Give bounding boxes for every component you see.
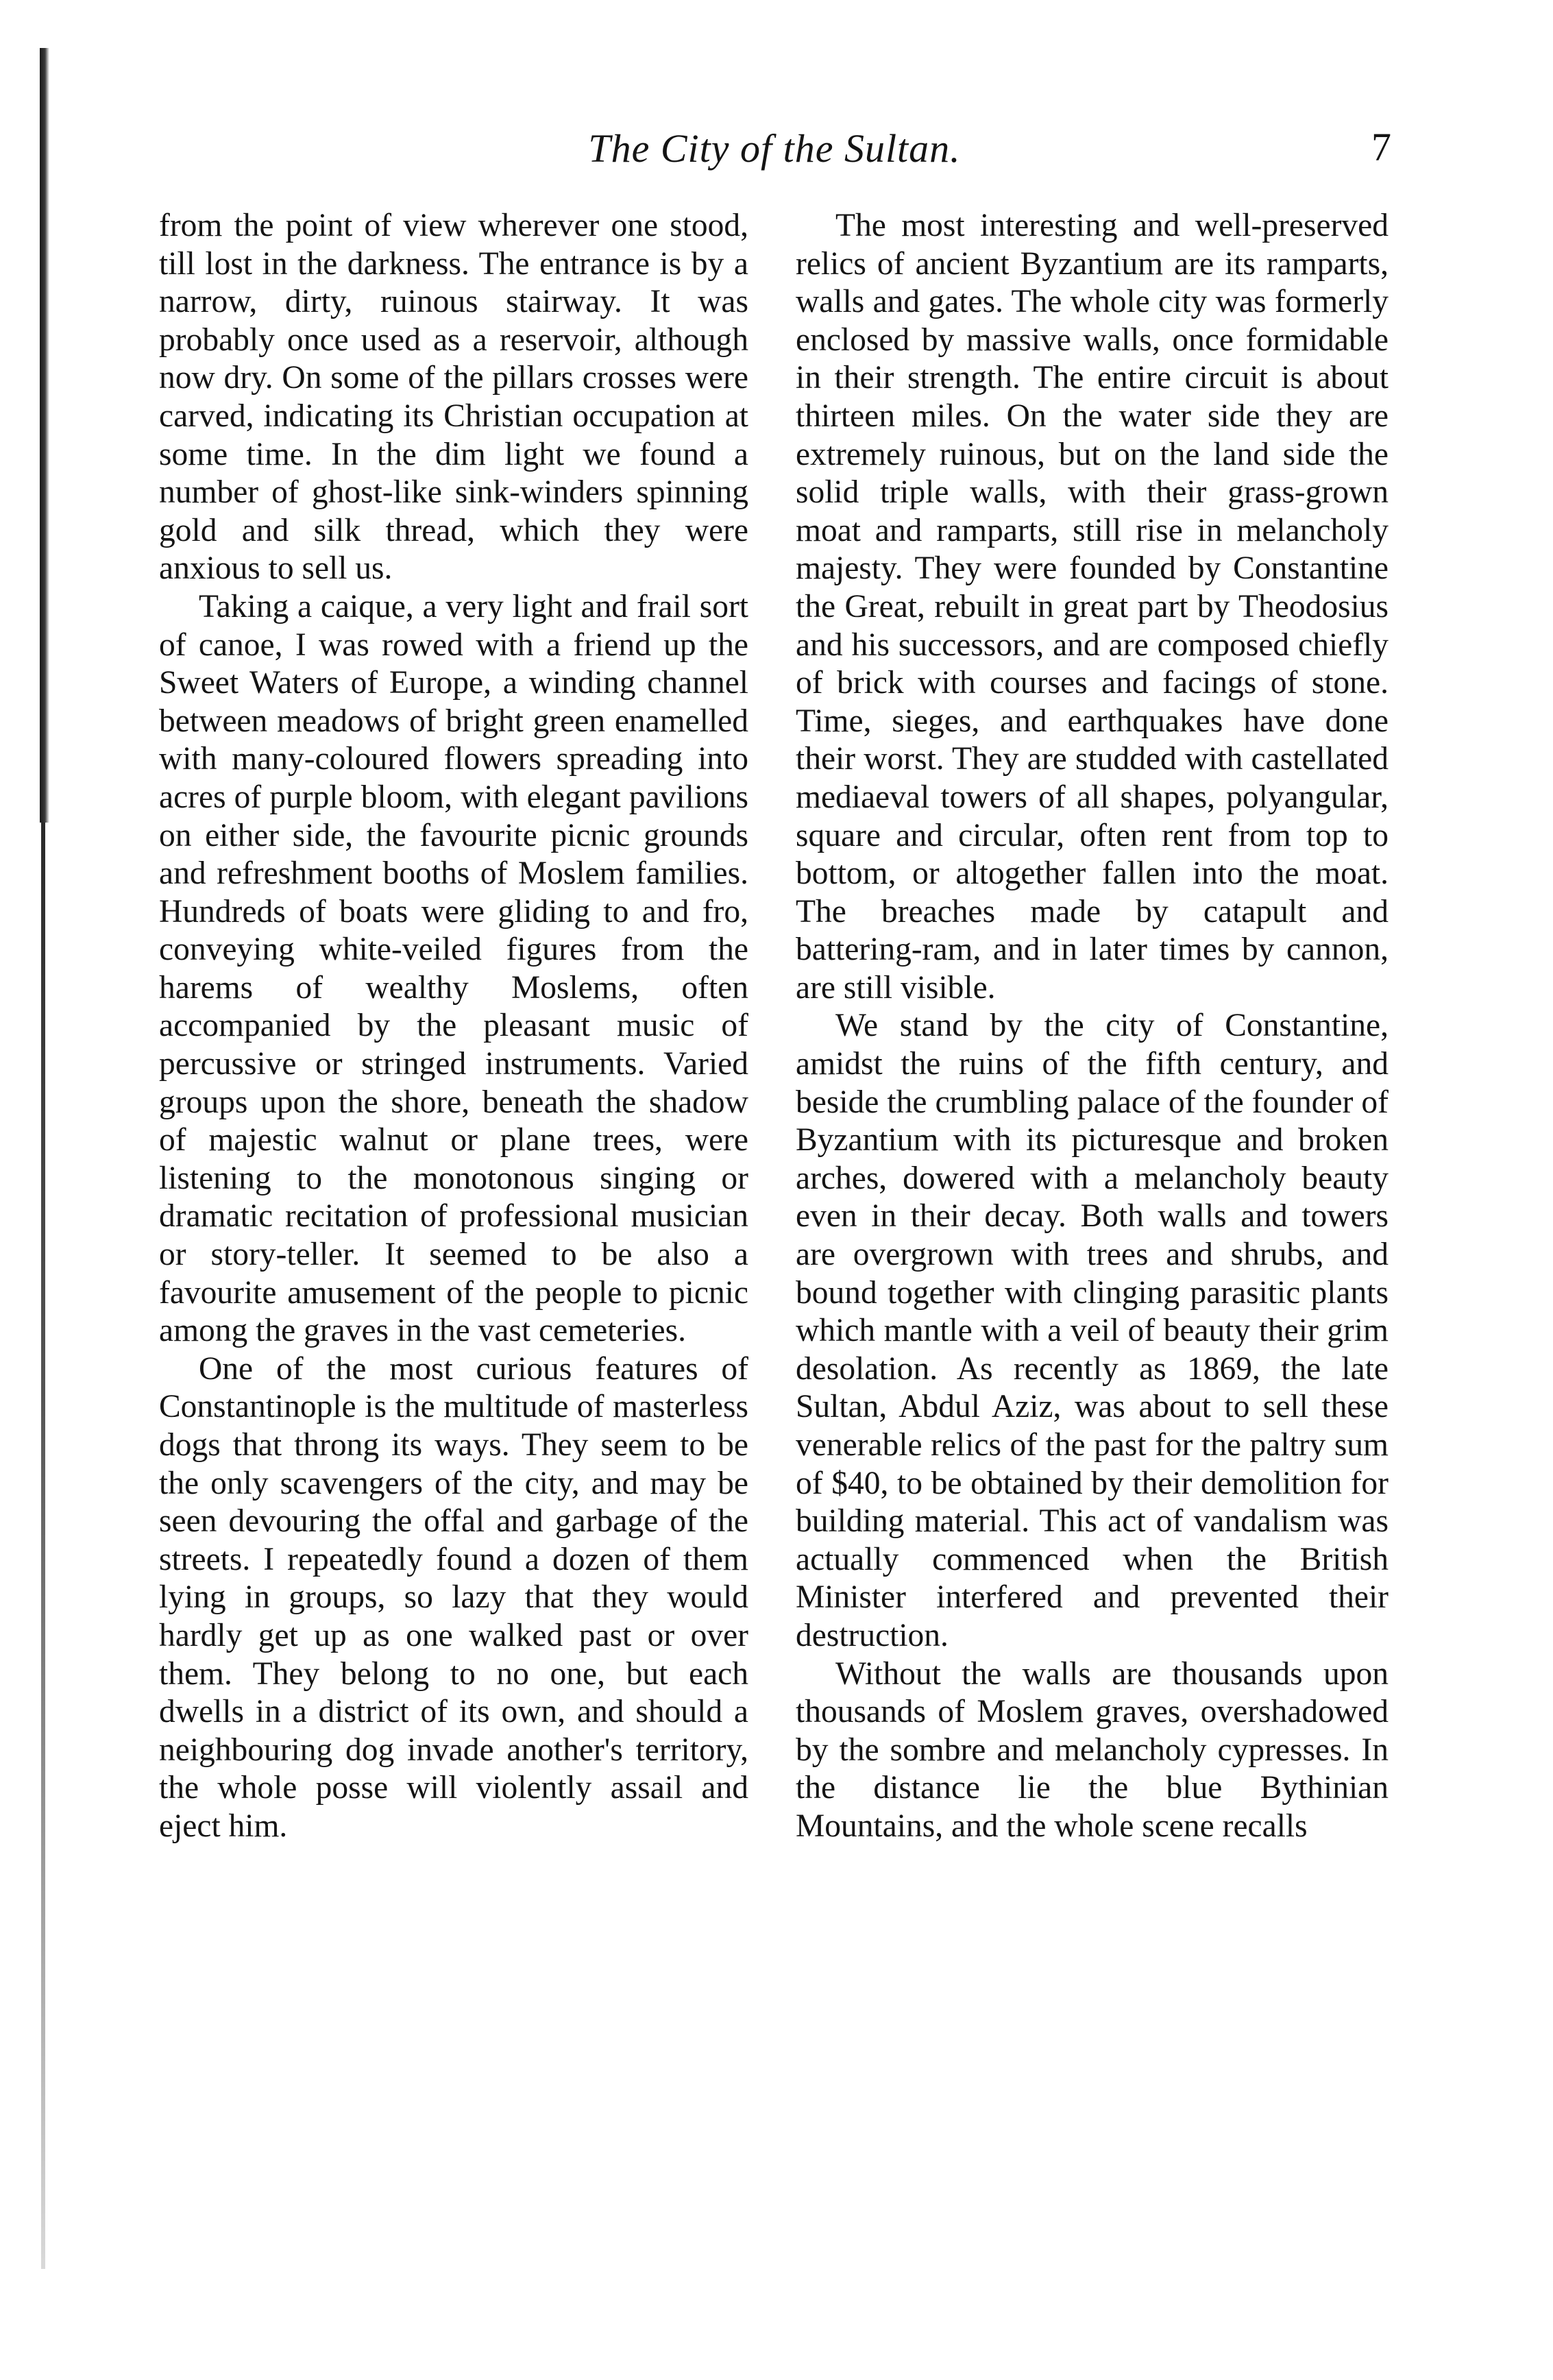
paragraph: We stand by the city of Constantine, amidst the ruins of the fifth century, and beside the crumbling palace of the founder of Byzantium with its picturesque and broken arches, dowered with a melancholy beauty even in their decay. Both walls and towers are overgrown with trees and shrubs, and bound together with clinging parasitic plants which mantle with a veil of beauty their grim desolation. As recently as 1869, the late Sultan, Abdul Aziz, was about to sell these venerable relics of the past for the paltry sum of $40, to be obtained by their demolition for building material. This act of vandalism was actually commenced when the British Minister interfered and prevented their destruction. xyxy=(796,1008,1389,1653)
page-number: 7 xyxy=(1371,125,1391,169)
paragraph: Without the walls are thousands upon thousands of Moslem graves, overshadowed by the sombre and melancholy cypresses. In the distance lie the blue Bythinian Mountains, and the whole scene recalls xyxy=(796,1655,1389,1844)
paragraph: from the point of view wherever one stood, till lost in the darkness. The entrance is by a narrow, dirty, ruinous stairway. It was probably once used as a reservoir, although now dry. On some of the pillars crosses were carved, indicating its Christian occupation at some time. In the dim light we found a number of ghost-like sink-winders spinning gold and silk thread, which they were anxious to sell us. xyxy=(159,208,748,587)
right-column xyxy=(796,207,1389,1846)
left-column xyxy=(159,207,748,1846)
page-binding-shadow xyxy=(41,823,45,2269)
page-binding-edge xyxy=(40,48,49,823)
paragraph: The most interesting and well-preserved relics of ancient Byzantium are its ramparts, walls and gates. The whole city was formerly enclosed by massive walls, once formidable in their strength. The entire circuit is about thirteen miles. On the water side they are extremely ruinous, but on the land side the solid triple walls, with their grass-grown moat and ramparts, still rise in melancholy majesty. They were founded by Constantine the Great, rebuilt in great part by Theodosius and his successors, and are composed chiefly of brick with courses and facings of stone. Time, sieges, and earthquakes have done their worst. They are studded with castellated mediaeval towers of all shapes, polyangular, square and circular, often rent from top to bottom, or altogether fallen into the moat. The breaches made by catapult and battering-ram, and in later times by cannon, are still visible. xyxy=(796,208,1389,1006)
running-head xyxy=(158,120,1391,182)
running-title: The City of the Sultan. xyxy=(588,126,961,171)
paragraph: Taking a caique, a very light and frail sort of canoe, I was rowed with a friend up the Sweet Waters of Europe, a winding channel between meadows of bright green enamelled with many-coloured flowers spreading into acres of purple bloom, with elegant pavilions on either side, the favourite picnic grounds and refreshment booths of Moslem families. Hundreds of boats were gliding to and fro, conveying white-veiled figures from the harems of wealthy Moslems, often accompanied by the pleasant music of percussive or stringed instruments. Varied groups upon the shore, beneath the shadow of majestic walnut or plane trees, were listening to the monotonous singing or dramatic recitation of professional musician or story-teller. It seemed to be also a favourite amusement of the people to picnic among the graves in the vast cemeteries. xyxy=(159,588,748,1349)
paragraph: One of the most curious features of Constantinople is the multitude of masterless dogs that throng its ways. They seem to be the only scavengers of the city, and may be seen devouring the offal and garbage of the streets. I repeatedly found a dozen of them lying in groups, so lazy that they would hardly get up as one walked past or over them. They belong to no one, but each dwells in a district of its own, and should a neighbouring dog invade another's territory, the whole posse will violently assail and eject him. xyxy=(159,1350,748,1844)
